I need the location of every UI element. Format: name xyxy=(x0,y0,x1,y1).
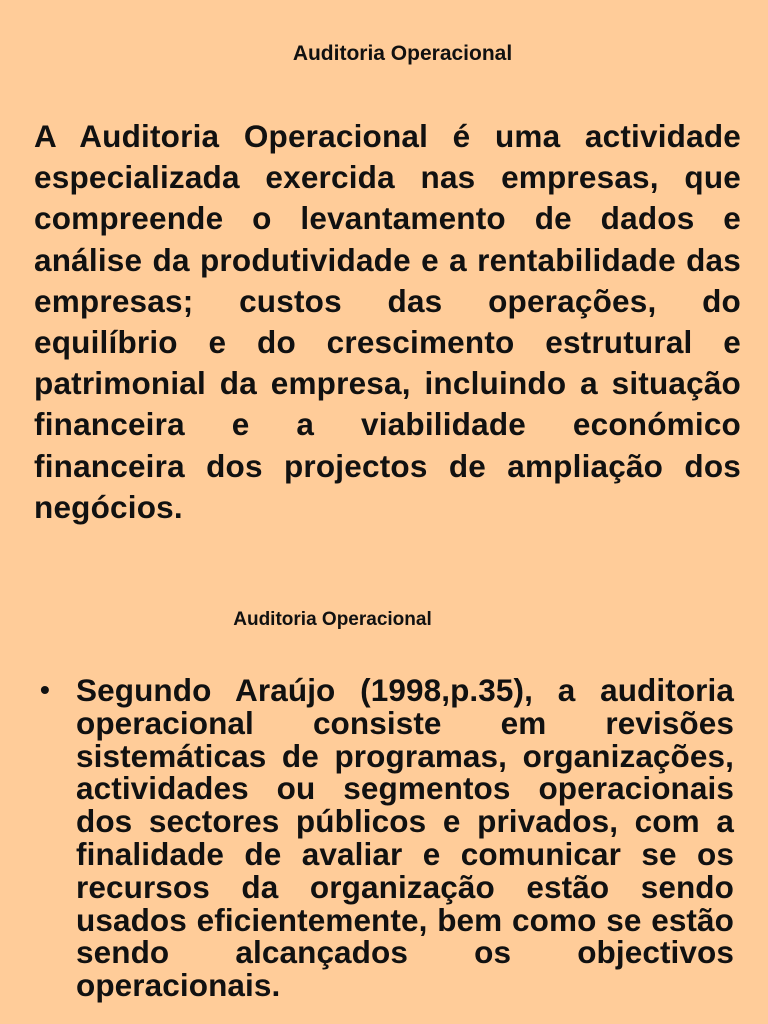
list-item xyxy=(40,674,734,1002)
bullet-text: Segundo Araújo (1998,p.35), a auditoria operacional consiste em revisões sistemáticas de programas, organizações, actividades ou segmentos operacionais dos sectores públicos e privados, com a finalidade de avaliar e comunicar se os recursos da organização estão sendo usados eficientemente, bem como se estão sendo alcançados os objectivos operacionais. xyxy=(76,672,734,1004)
definition-paragraph: A Auditoria Operacional é uma actividade especializada exercida nas empresas, que compreende o levantamento de dados e análise da produtividade e a rentabilidade das empresas; custos das operações, do equilíbrio e do crescimento estrutural e patrimonial da empresa, incluindo a situação financeira e a viabilidade económico financeira dos projectos de ampliação dos negócios. xyxy=(34,118,741,525)
slide-title: Auditoria Operacional xyxy=(233,609,432,630)
slide-title: Auditoria Operacional xyxy=(292,42,513,65)
slide-2 xyxy=(0,576,768,1024)
bullet-list xyxy=(40,674,734,1002)
bullet-icon: • xyxy=(40,674,50,705)
